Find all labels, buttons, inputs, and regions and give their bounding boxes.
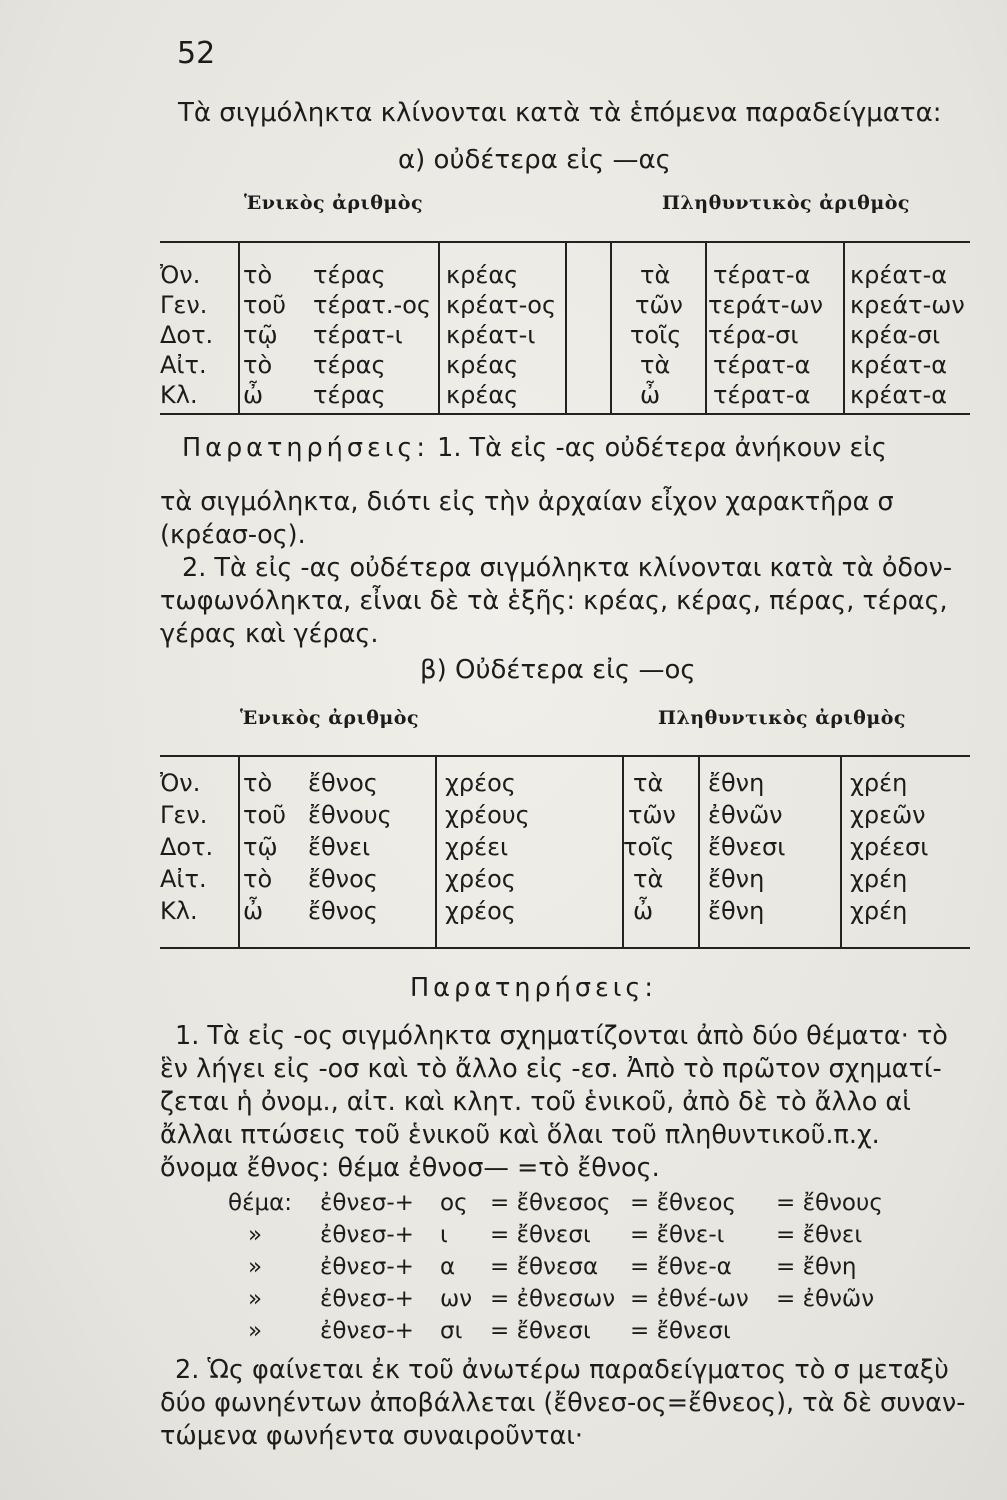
section-b-singular-header: Ἑνικὸς ἀριθμὸς: [240, 707, 420, 729]
notes-b-line-7: δύο φωνηέντων ἀποβάλλεται (ἔθνεσ-ος=ἔθνεος), τὰ δὲ συναν-: [160, 1388, 966, 1418]
notes-a-line-4: 2. Τὰ εἰς -ας οὐδέτερα σιγμόληκτα κλίνονται κατὰ τὰ ὀδον-: [182, 553, 953, 583]
notes-a-line-6: γέρας καὶ γέρας.: [160, 619, 379, 649]
page-number: 52: [177, 36, 216, 71]
intro-text: Τὰ σιγμόληκτα κλίνονται κατὰ τὰ ἑπόμενα παραδείγματα:: [178, 98, 942, 128]
notes-a-line-2: τὰ σιγμόληκτα, διότι εἰς τὴν ἀρχαίαν εἶχον χαρακτῆρα σ: [160, 487, 894, 517]
notes-b-line-2: ἓν λήγει εἰς -οσ καὶ τὸ ἄλλο εἰς -εσ. Ἀπὸ τὸ πρῶτον σχηματί-: [160, 1054, 942, 1084]
notes-a-line-3: (κρέασ-ος).: [160, 520, 306, 550]
notes-b-line-5: ὄνομα ἔθνος: θέμα ἐθνοσ— =τὸ ἔθνος.: [160, 1153, 660, 1183]
notes-b-title: Παρατηρήσεις:: [410, 973, 657, 1003]
notes-a-line-1: Παρατηρήσεις: 1. Τὰ εἰς -ας οὐδέτερα ἀνήκουν εἰς: [182, 433, 887, 463]
section-a-plural-header: Πληθυντικὸς ἀριθμὸς: [662, 192, 910, 214]
notes-b-line-4: ἄλλαι πτώσεις τοῦ ἑνικοῦ καὶ ὅλαι τοῦ πληθυντικοῦ.π.χ.: [160, 1120, 880, 1150]
section-b-plural-header: Πληθυντικὸς ἀριθμὸς: [658, 707, 906, 729]
notes-a-title: Παρατηρήσεις:: [182, 433, 429, 463]
notes-a-line-5: τωφωνόληκτα, εἶναι δὲ τὰ ἑξῆς: κρέας, κέρας, πέρας, τέρας,: [160, 586, 948, 616]
notes-b-line-8: τώμενα φωνήεντα συναιροῦνται·: [160, 1421, 584, 1451]
book-page: 52 Τὰ σιγμόληκτα κλίνονται κατὰ τὰ ἑπόμενα παραδείγματα: α) οὐδέτερα εἰς —ας Ἑνικὸς ἀριθμὸς Πληθυντικὸς ἀριθμὸς Ὀν. τὸ τέρας κρέας τὰ τέρατ-α κρέατ-α Γεν. τοῦ τέρατ.-ος κρέατ-ος τῶν τεράτ-ων κρεάτ-ων Δοτ. τῷ τέρατ-ι κρέατ-ι τοῖς τέρα-σι κρέα-σι Αἰτ. τὸ τέρας κρέας τὰ τέρατ-α κρέατ-α Κλ. ὦ τέρας κρέας ὦ τέρατ-α κρέατ-α Παρατηρήσεις: 1. Τὰ εἰς -ας οὐδέτερα ἀνήκουν εἰς τὰ σιγμόληκτα, διότι εἰς τὴν ἀρχαίαν εἶχον χαρακτῆρα σ (κρέασ-ος). 2. Τὰ εἰς -ας οὐδέτερα σιγμόληκτα κλίνονται κατὰ τὰ ὀδον- τωφωνόληκτα, εἶναι δὲ τὰ ἑξῆς: κρέας, κέρας, πέρας, τέρας, γέρας καὶ γέρας. β) Οὐδέτερα εἰς —ος Ἑνικὸς ἀριθμὸς Πληθυντικὸς ἀριθμὸς Ὀν. τὸ ἔθνος χρέος τὰ ἔθνη χρέη Γεν. τοῦ ἔθνους χρέους τῶν ἐθνῶν χρεῶν Δοτ. τῷ ἔθνει χρέει τοῖς ἔθνεσι χρέεσι Αἰτ. τὸ ἔθνος χρέος τὰ ἔθνη χρέη Κλ. ὦ ἔθνος χρέος ὦ ἔθνη χρέη Παρατηρήσεις: 1. Τὰ εἰς -ος σιγμόληκτα σχηματίζονται ἀπὸ δύο θέματα· τὸ ἓν λήγει εἰς -οσ καὶ τὸ ἄλλο εἰς -εσ. Ἀπὸ τὸ πρῶτον σχηματί- ζεται ἡ ὀνομ., αἰτ. καὶ κλητ. τοῦ ἑνικοῦ, ἀπὸ δὲ τὸ ἄλλο αἱ ἄλλαι πτώσεις τοῦ ἑνικοῦ καὶ ὅλαι τοῦ πληθυντικοῦ.π.χ. ὄνομα ἔθνος: θέμα ἐθνοσ— =τὸ ἔθνος. θέμα: ἐθνεσ-+ ος = ἔθνεσος = ἔθνεος = ἔθνους » ἐθνεσ-+ ι = ἔθνεσι = ἔθνε-ι = ἔθνει » ἐθνεσ-+ α = ἔθνεσα = ἔθνε-α = ἔθνη » ἐθνεσ-+ ων = ἐθνεσων = ἐθνέ-ων = ἐθνῶν » ἐθνεσ-+ σι = ἔθνεσι = ἔθνεσι 2. Ὡς φαίνεται ἐκ τοῦ ἀνωτέρω παραδείγματος τὸ σ μεταξὺ δύο φωνηέντων ἀποβάλλεται (ἔθνεσ-ος=ἔθνεος), τὰ δὲ συναν- τώμενα φωνήεντα συναιροῦνται·: [0, 0, 1007, 1500]
notes-b-line-3: ζεται ἡ ὀνομ., αἰτ. καὶ κλητ. τοῦ ἑνικοῦ, ἀπὸ δὲ τὸ ἄλλο αἱ: [160, 1087, 911, 1117]
declension-table-a: Ὀν. τὸ τέρας κρέας τὰ τέρατ-α κρέατ-α Γεν. τοῦ τέρατ.-ος κρέατ-ος τῶν τεράτ-ων κρεάτ-ων Δοτ. τῷ τέρατ-ι κρέατ-ι τοῖς τέρα-σι κρέα-σι Αἰτ. τὸ τέρας κρέας τὰ τέρατ-α κρέατ-α Κλ. ὦ τέρας κρέας ὦ τέρατ-α κρέατ-α: [160, 241, 970, 415]
declension-table-b: Ὀν. τὸ ἔθνος χρέος τὰ ἔθνη χρέη Γεν. τοῦ ἔθνους χρέους τῶν ἐθνῶν χρεῶν Δοτ. τῷ ἔθνει χρέει τοῖς ἔθνεσι χρέεσι Αἰτ. τὸ ἔθνος χρέος τὰ ἔθνη χρέη Κλ. ὦ ἔθνος χρέος ὦ ἔθνη χρέη: [160, 755, 970, 949]
section-a-singular-header: Ἑνικὸς ἀριθμὸς: [244, 192, 424, 214]
notes-b-line-1: 1. Τὰ εἰς -ος σιγμόληκτα σχηματίζονται ἀπὸ δύο θέματα· τὸ: [175, 1021, 948, 1051]
notes-b-line-6: 2. Ὡς φαίνεται ἐκ τοῦ ἀνωτέρω παραδείγματος τὸ σ μεταξὺ: [175, 1355, 949, 1385]
section-b-title: β) Οὐδέτερα εἰς —ος: [420, 655, 696, 685]
section-a-title: α) οὐδέτερα εἰς —ας: [398, 145, 671, 175]
